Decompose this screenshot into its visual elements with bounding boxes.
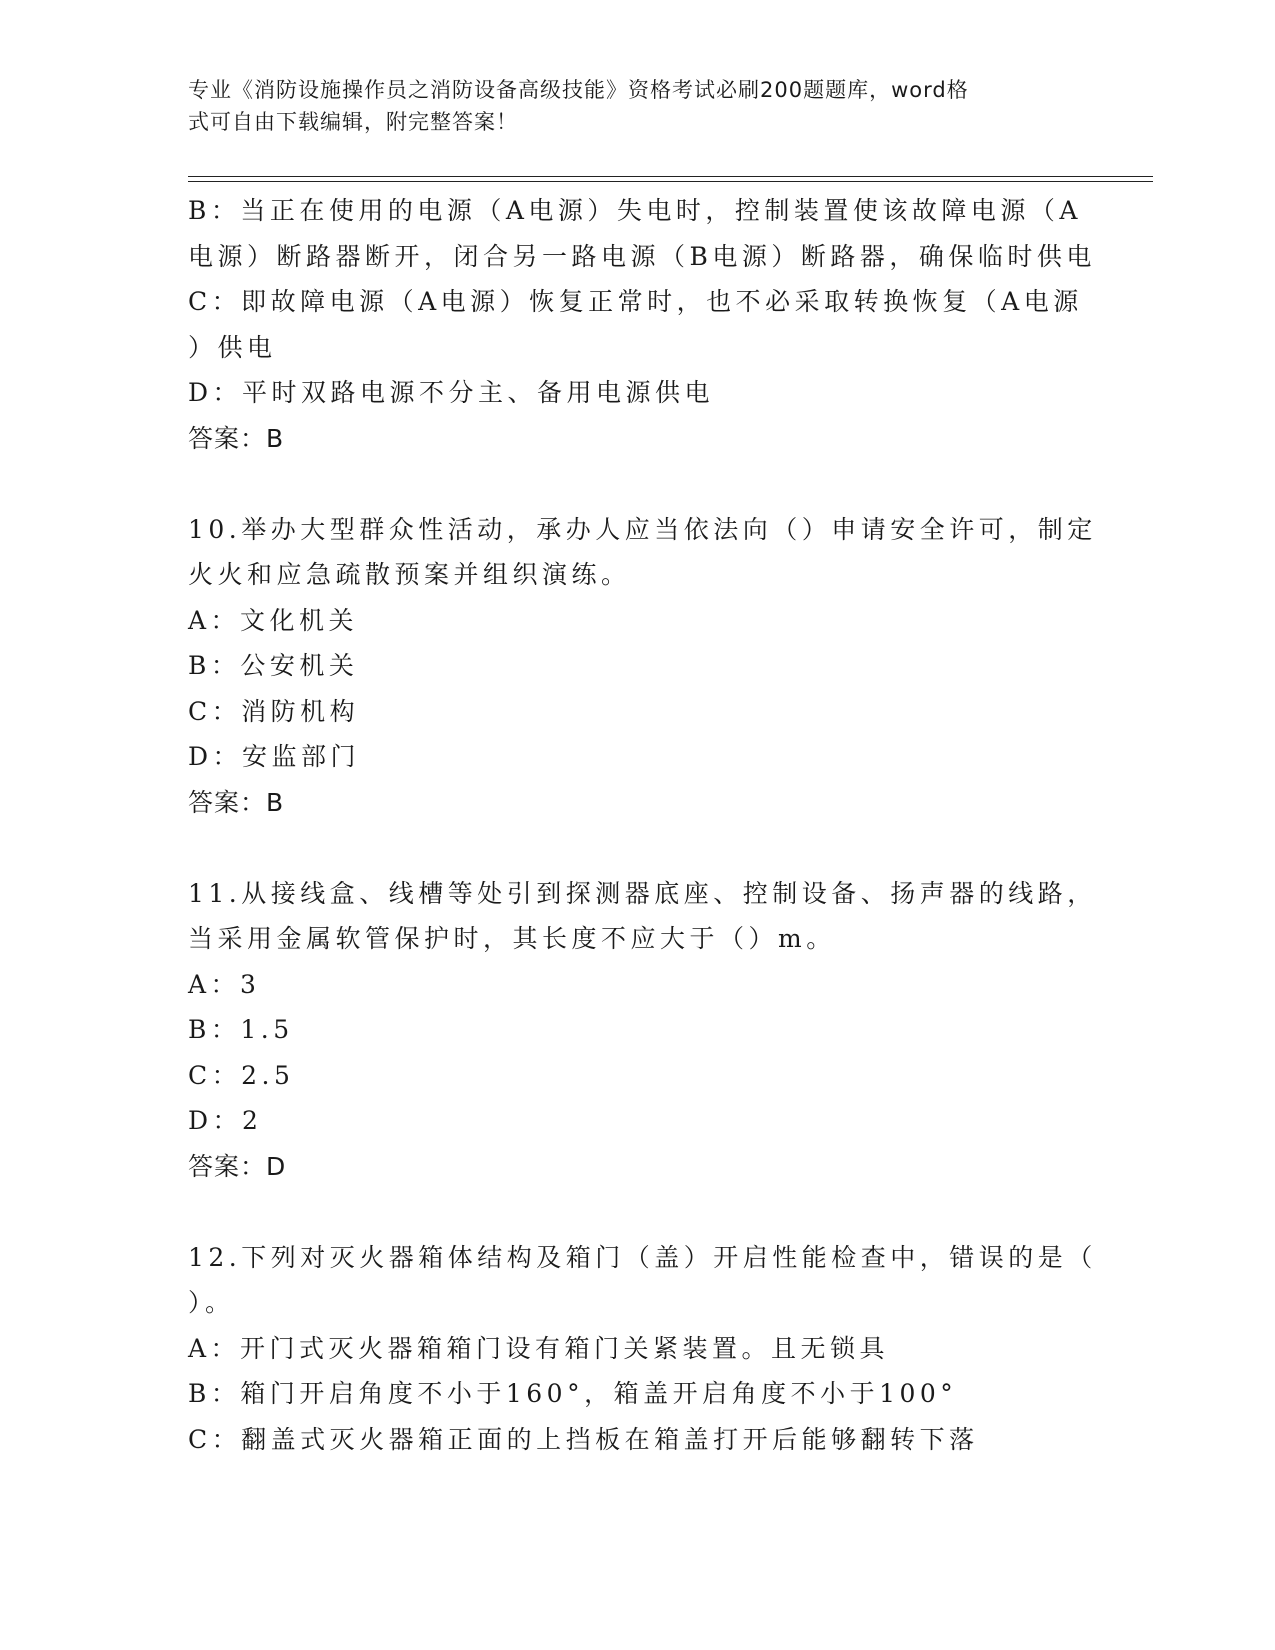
option-c: C：即故障电源（A电源）恢复正常时，也不必采取转换恢复（A电源 xyxy=(188,287,1083,316)
question-stem: 12.下列对灭火器箱体结构及箱门（盖）开启性能检查中，错误的是（ xyxy=(188,1242,1097,1272)
answer: 答案：B xyxy=(188,423,285,453)
question-12 xyxy=(188,1235,1097,1463)
option-a: A：开门式灭火器箱箱门设有箱门关紧装置。且无锁具 xyxy=(188,1333,890,1363)
answer: 答案：B xyxy=(188,787,285,817)
previous-question xyxy=(188,188,1096,461)
option-c: C：翻盖式灭火器箱正面的上挡板在箱盖打开后能够翻转下落 xyxy=(188,1424,979,1454)
spacer xyxy=(188,1189,1088,1235)
option-c: C：消防机构 xyxy=(188,696,360,726)
question-stem: 10.举办大型群众性活动，承办人应当依法向（）申请安全许可，制定 xyxy=(188,514,1097,544)
option-b: B：箱门开启角度不小于160°，箱盖开启角度不小于100° xyxy=(188,1379,958,1408)
option-b: B：当正在使用的电源（A电源）失电时，控制装置使该故障电源（A xyxy=(188,196,1082,225)
question-10 xyxy=(188,507,1097,826)
header-line-2: 式可自由下载编辑，附完整答案！ xyxy=(188,110,518,134)
document-header xyxy=(188,74,1088,138)
spacer xyxy=(188,825,1088,871)
question-content xyxy=(188,188,1097,1462)
option-d: D：安监部门 xyxy=(188,742,361,771)
question-stem-continued: 当采用金属软管保护时，其长度不应大于（）m。 xyxy=(188,924,836,953)
option-a: A：文化机关 xyxy=(188,605,359,635)
option-a: A：3 xyxy=(188,969,261,999)
option-d: D：平时双路电源不分主、备用电源供电 xyxy=(188,378,715,407)
option-b: B：公安机关 xyxy=(188,651,359,680)
header-divider-bottom xyxy=(188,181,1153,182)
option-b: B：1.5 xyxy=(188,1015,294,1044)
question-stem-continued: ）。 xyxy=(188,1288,235,1317)
question-11 xyxy=(188,871,1097,1190)
option-d: D：2 xyxy=(188,1106,263,1135)
header-divider-top xyxy=(188,176,1153,177)
header-line-1: 专业《消防设施操作员之消防设备高级技能》资格考试必刷200题题库，word格 xyxy=(188,78,969,102)
spacer xyxy=(188,461,1088,507)
option-b-continued: 电源）断路器断开，闭合另一路电源（B电源）断路器，确保临时供电 xyxy=(188,241,1096,271)
option-c: C：2.5 xyxy=(188,1060,295,1090)
option-c-continued: ）供电 xyxy=(188,332,277,362)
question-stem: 11.从接线盒、线槽等处引到探测器底座、控制设备、扬声器的线路， xyxy=(188,878,1097,908)
answer: 答案：D xyxy=(188,1151,287,1181)
question-stem-continued: 火火和应急疏散预案并组织演练。 xyxy=(188,560,631,589)
